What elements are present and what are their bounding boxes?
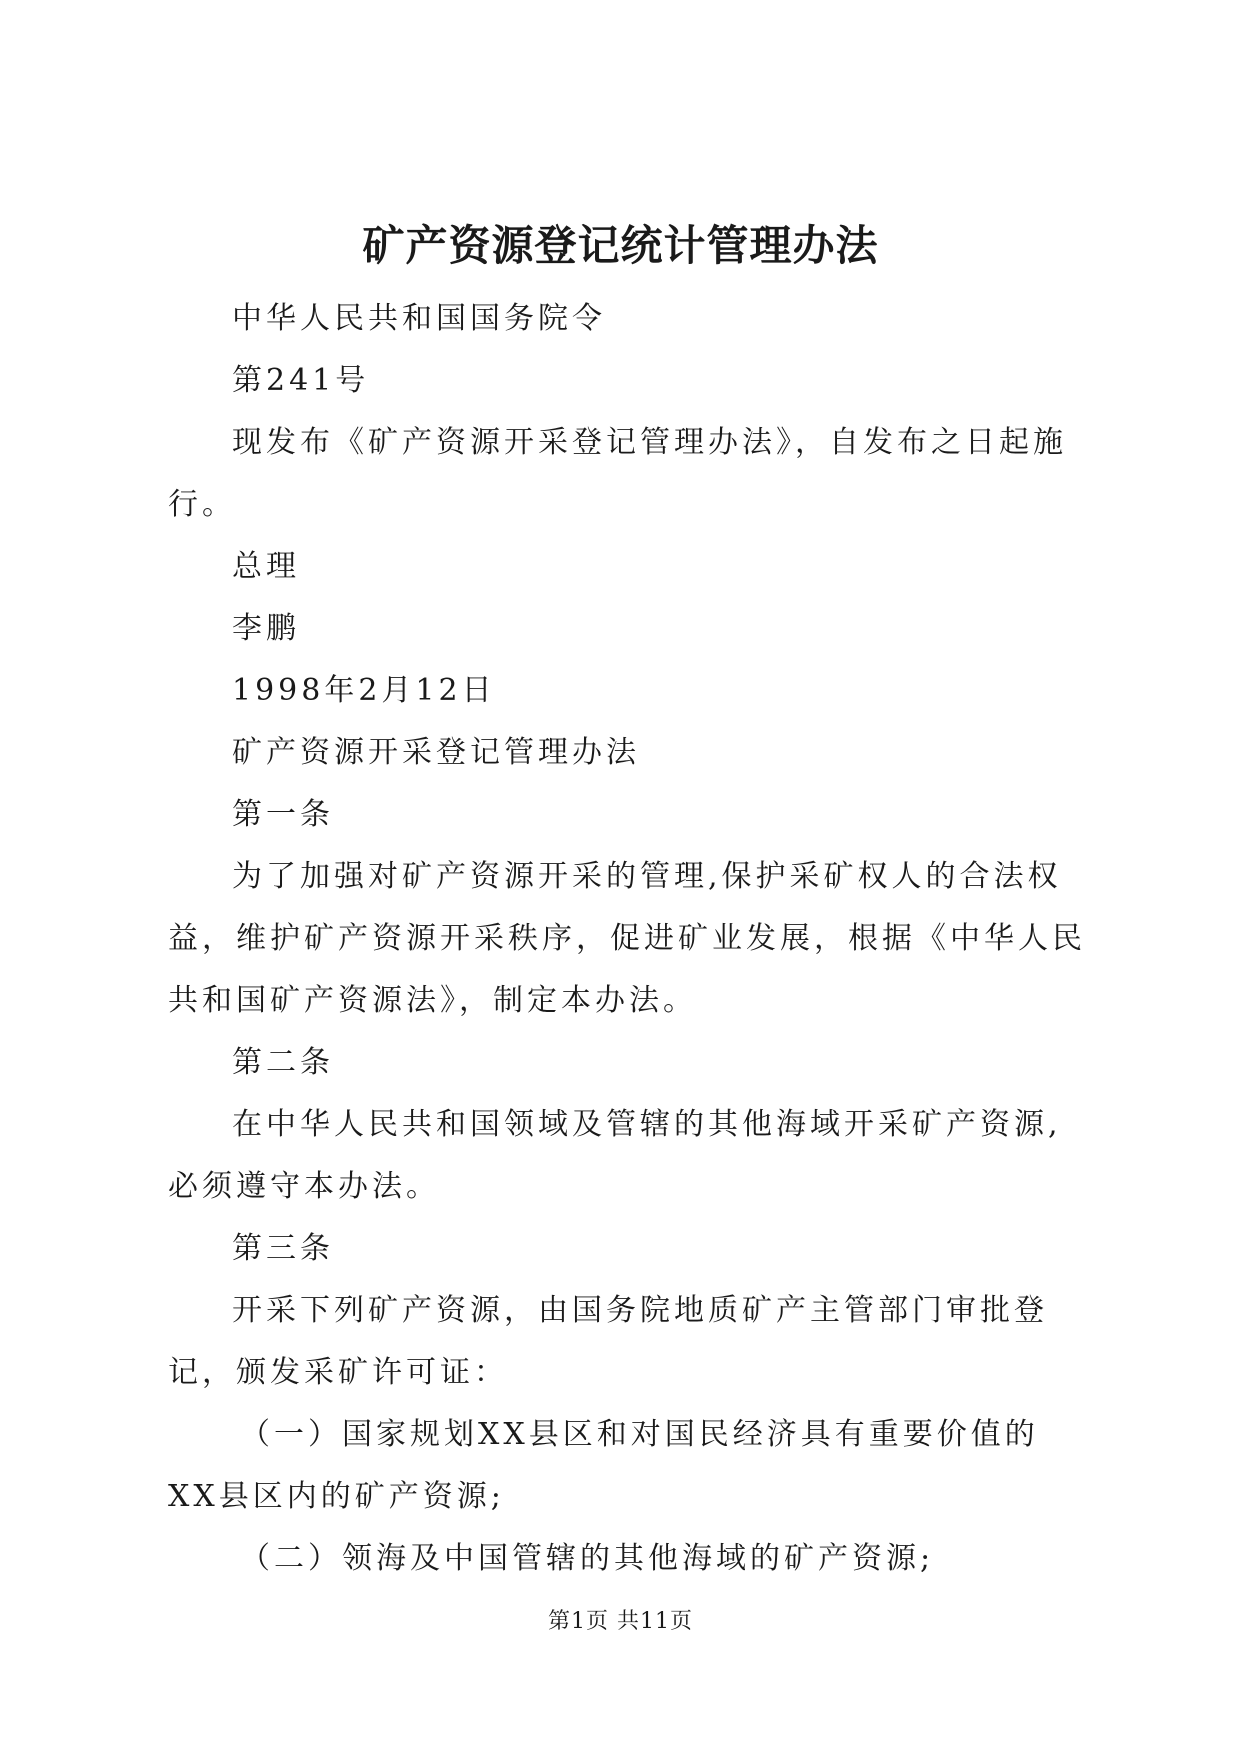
decree-issuer: 中华人民共和国国务院令 [232, 301, 606, 336]
signatory-name: 李鹏 [232, 611, 300, 646]
article-paragraph: 开采下列矿产资源，由国务院地质矿产主管部门审批登记，颁发采矿许可证： [168, 1293, 1048, 1390]
decree-number: 第241号 [232, 363, 370, 398]
list-item: （一）国家规划XX县区和对国民经济具有重要价值的XX县区内的矿产资源; [168, 1417, 1039, 1514]
article-paragraph: 为了加强对矿产资源开采的管理,保护采矿权人的合法权益，维护矿产资源开采秩序，促进矿业发展，根据《中华人民共和国矿产资源法》，制定本办法。 [168, 859, 1086, 1018]
regulation-name: 矿产资源开采登记管理办法 [232, 735, 640, 770]
article-heading: 第一条 [232, 797, 334, 832]
decree-announcement: 现发布《矿产资源开采登记管理办法》，自发布之日起施行。 [168, 425, 1067, 522]
article-heading: 第三条 [232, 1231, 334, 1266]
page-footer: 第1页 共11页 [548, 1609, 693, 1634]
article-heading: 第二条 [232, 1045, 334, 1080]
document-body [168, 288, 1088, 1590]
signatory-title: 总理 [232, 549, 300, 584]
document-title: 矿产资源登记统计管理办法 [362, 221, 879, 270]
article-paragraph: 在中华人民共和国领域及管辖的其他海域开采矿产资源,必须遵守本办法。 [168, 1107, 1062, 1204]
list-item: （二）领海及中国管辖的其他海域的矿产资源; [240, 1541, 935, 1576]
decree-date: 1998年2月12日 [232, 673, 496, 708]
